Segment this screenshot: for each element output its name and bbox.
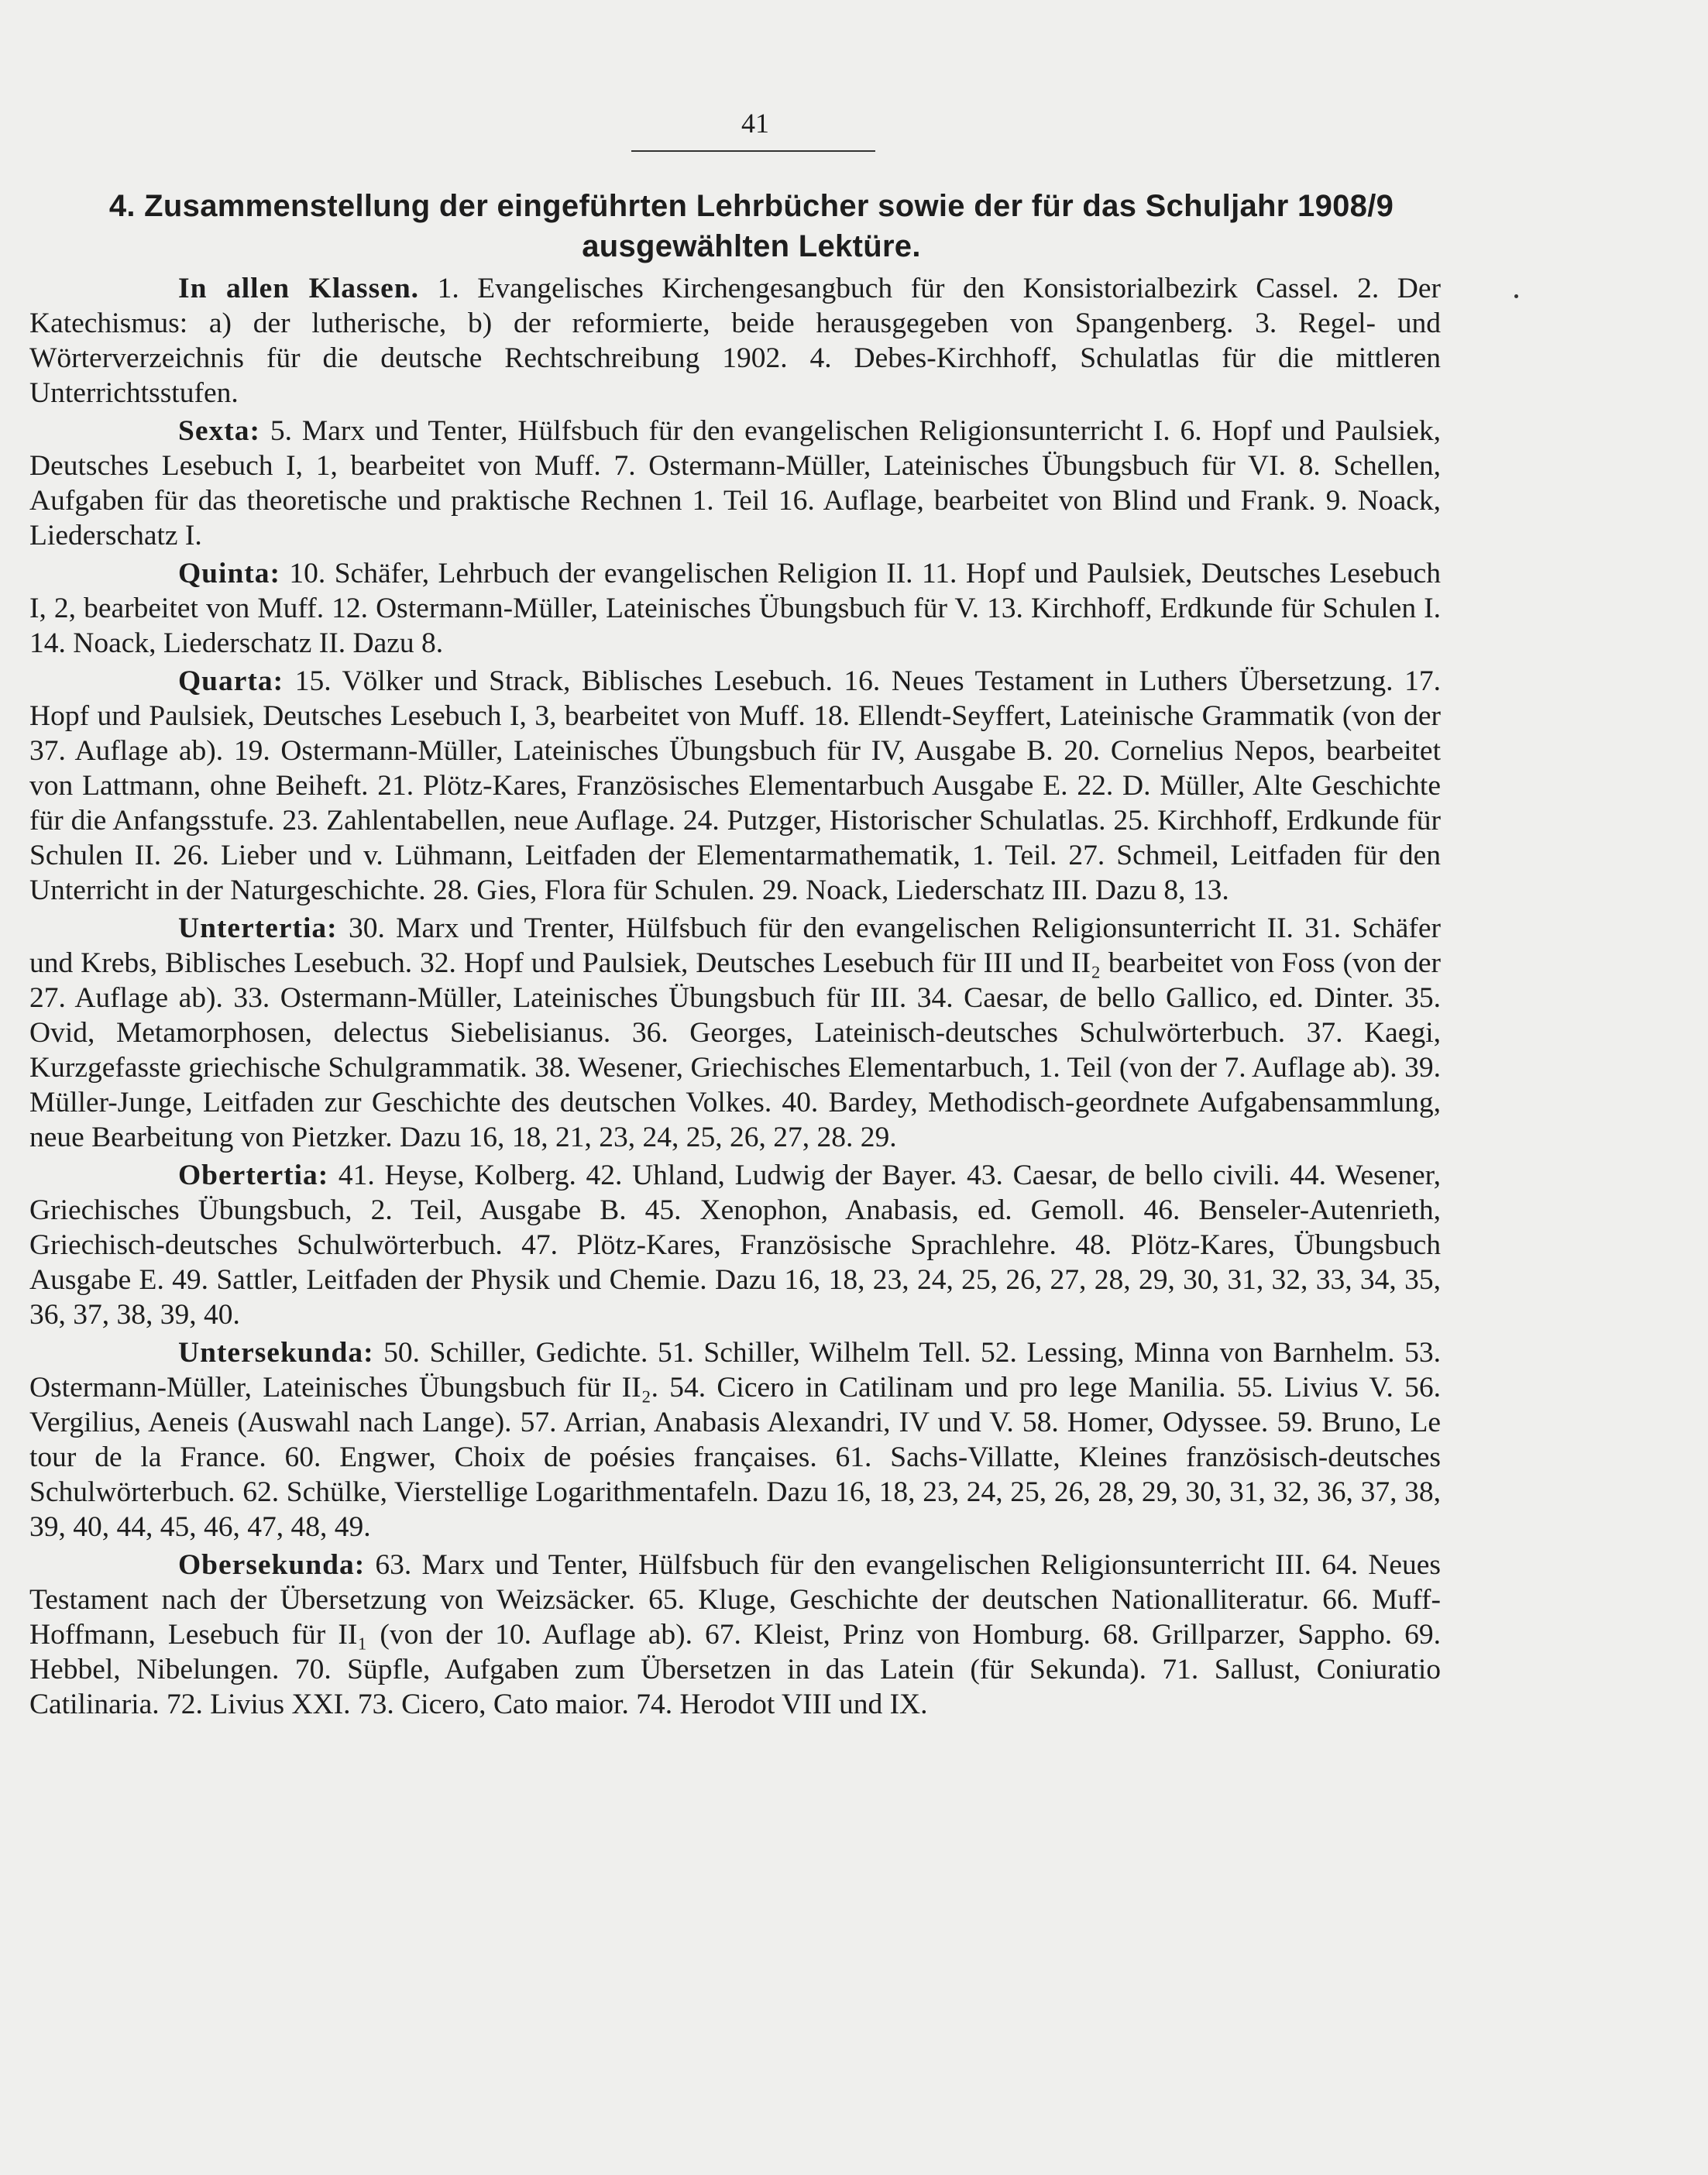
grade-label: Untersekunda: (178, 1337, 374, 1369)
paragraph-quarta (29, 664, 1441, 908)
paragraph-text: 50. Schiller, Gedichte. 51. Schiller, Wilhelm Tell. 52. Lessing, Minna von Barnhelm. 53. Ostermann-Müller, Lateinisches Übungsbuch für II₂. 54. Cicero in Catilinam und pro lege Manilia. 55. Livius V. 56. Vergilius, Aeneis (Auswahl nach Lange). 57. Arrian, Anabasis Alexandri, IV und V. 58. Homer, Odyssee. 59. Bruno, Le tour de la France. 60. Engwer, Choix de poésies françaises. 61. Sachs-Villatte, Kleines französisch-deutsches Schulwörterbuch. 62. Schülke, Vierstellige Logarithmentafeln. Dazu 16, 18, 23, 24, 25, 26, 28, 29, 30, 31, 32, 36, 37, 38, 39, 40, 44, 45, 46, 47, 48, 49. (29, 1337, 1441, 1543)
paragraph-untertertia (29, 911, 1441, 1155)
paragraph-text: 63. Marx und Tenter, Hülfsbuch für den evangelischen Religionsunterricht III. 64. Neues Testament nach der Übersetzung von Weizsäcker. 65. Kluge, Geschichte der deutschen Nationalliteratur. 66. Muff-Hoffmann, Lesebuch für II₁ (von der 10. Auflage ab). 67. Kleist, Prinz von Homburg. 68. Grillparzer, Sappho. 69. Hebbel, Nibelungen. 70. Süpfle, Aufgaben zum Übersetzen in das Latein (für Sekunda). 71. Sallust, Coniuratio Catilinaria. 72. Livius XXI. 73. Cicero, Cato maior. 74. Herodot VIII und IX. (29, 1549, 1441, 1720)
paragraph-text: 30. Marx und Trenter, Hülfsbuch für den evangelischen Religionsunterricht II. 31. Schäfer und Krebs, Biblisches Lesebuch. 32. Hopf und Paulsiek, Deutsches Lesebuch für III und II₂ bearbeitet von Foss (von der 27. Auflage ab). 33. Ostermann-Müller, Lateinisches Übungsbuch für III. 34. Caesar, de bello Gallico, ed. Dinter. 35. Ovid, Metamorphosen, delectus Siebelisianus. 36. Georges, Lateinisch-deutsches Schulwörterbuch. 37. Kaegi, Kurzgefasste griechische Schulgrammatik. 38. Wesener, Griechisches Elementarbuch, 1. Teil (von der 7. Auflage ab). 39. Müller-Junge, Leitfaden zur Geschichte des deutschen Volkes. 40. Bardey, Methodisch-geordnete Aufgabensammlung, neue Bearbeitung von Pietzker. Dazu 16, 18, 21, 23, 24, 25, 26, 27, 28. 29. (29, 912, 1441, 1153)
paragraph-text: 1. Evangelisches Kirchengesangbuch für den Konsistorialbezirk Cassel. 2. Der Katechismus: a) der lutherische, b) der reformierte, beide herausgegeben von Spangenberg. 3. Regel- und Wörterverzeichnis für die deutsche Rechtschreibung 1902. 4. Debes-Kirchhoff, Schulatlas für die mittleren Unterrichtsstufen. (29, 273, 1441, 409)
textbook-list (29, 271, 1441, 1725)
paragraph-sexta (29, 414, 1441, 553)
paragraph-text: 15. Völker und Strack, Biblisches Lesebuch. 16. Neues Testament in Luthers Übersetzung. 17. Hopf und Paulsiek, Deutsches Lesebuch I, 3, bearbeitet von Muff. 18. Ellendt-Seyffert, Lateinische Grammatik (von der 37. Auflage ab). 19. Ostermann-Müller, Lateinisches Übungsbuch für IV, Ausgabe B. 20. Cornelius Nepos, bearbeitet von Lattmann, ohne Beiheft. 21. Plötz-Kares, Französisches Elementarbuch Ausgabe E. 22. D. Müller, Alte Geschichte für die Anfangsstufe. 23. Zahlentabellen, neue Auflage. 24. Putzger, Historischer Schulatlas. 25. Kirchhoff, Erdkunde für Schulen II. 26. Lieber und v. Lühmann, Leitfaden der Elementarmathematik, 1. Teil. 27. Schmeil, Leitfaden für den Unterricht in der Naturgeschichte. 28. Gies, Flora für Schulen. 29. Noack, Liederschatz III. Dazu 8, 13. (29, 665, 1441, 906)
paragraph-obersekunda (29, 1548, 1441, 1722)
page-number: 41 (741, 108, 769, 139)
paragraph-text: 10. Schäfer, Lehrbuch der evangelischen Religion II. 11. Hopf und Paulsiek, Deutsches Lesebuch I, 2, bearbeitet von Muff. 12. Ostermann-Müller, Lateinisches Übungsbuch für V. 13. Kirchhoff, Erdkunde für Schulen I. 14. Noack, Liederschatz II. Dazu 8. (29, 558, 1441, 659)
grade-label: Untertertia: (178, 912, 338, 944)
paragraph-quinta (29, 556, 1441, 661)
grade-label: Sexta: (178, 415, 260, 447)
margin-dot (1514, 294, 1518, 298)
grade-label: Quarta: (178, 665, 284, 697)
header-rule (631, 150, 875, 152)
paragraph-text: 41. Heyse, Kolberg. 42. Uhland, Ludwig der Bayer. 43. Caesar, de bello civili. 44. Wesener, Griechisches Übungsbuch, 2. Teil, Ausgabe B. 45. Xenophon, Anabasis, ed. Gemoll. 46. Benseler-Autenrieth, Griechisch-deutsches Schulwörterbuch. 47. Plötz-Kares, Französische Sprachlehre. 48. Plötz-Kares, Übungsbuch Ausgabe E. 49. Sattler, Leitfaden der Physik und Chemie. Dazu 16, 18, 23, 24, 25, 26, 27, 28, 29, 30, 31, 32, 33, 34, 35, 36, 37, 38, 39, 40. (29, 1160, 1441, 1331)
heading-line-1: 4. Zusammenstellung der eingeführten Lehrbücher sowie der für das Schuljahr 1908/9 (108, 189, 1394, 223)
paragraph-all-classes (29, 271, 1441, 411)
grade-label: In allen Klassen. (178, 273, 420, 304)
paragraph-untersekunda (29, 1335, 1441, 1544)
grade-label: Obertertia: (178, 1160, 329, 1191)
section-heading (54, 186, 1449, 266)
paragraph-obertertia (29, 1158, 1441, 1332)
heading-line-2: ausgewählten Lektüre. (582, 229, 921, 263)
grade-label: Obersekunda: (178, 1549, 366, 1581)
paragraph-text: 5. Marx und Tenter, Hülfsbuch für den evangelischen Religionsunterricht I. 6. Hopf und Paulsiek, Deutsches Lesebuch I, 1, bearbeitet von Muff. 7. Ostermann-Müller, Lateinisches Übungsbuch für VI. 8. Schellen, Aufgaben für das theoretische und praktische Rechnen 1. Teil 16. Auflage, bearbeitet von Blind und Frank. 9. Noack, Liederschatz I. (29, 415, 1441, 551)
grade-label: Quinta: (178, 558, 281, 589)
